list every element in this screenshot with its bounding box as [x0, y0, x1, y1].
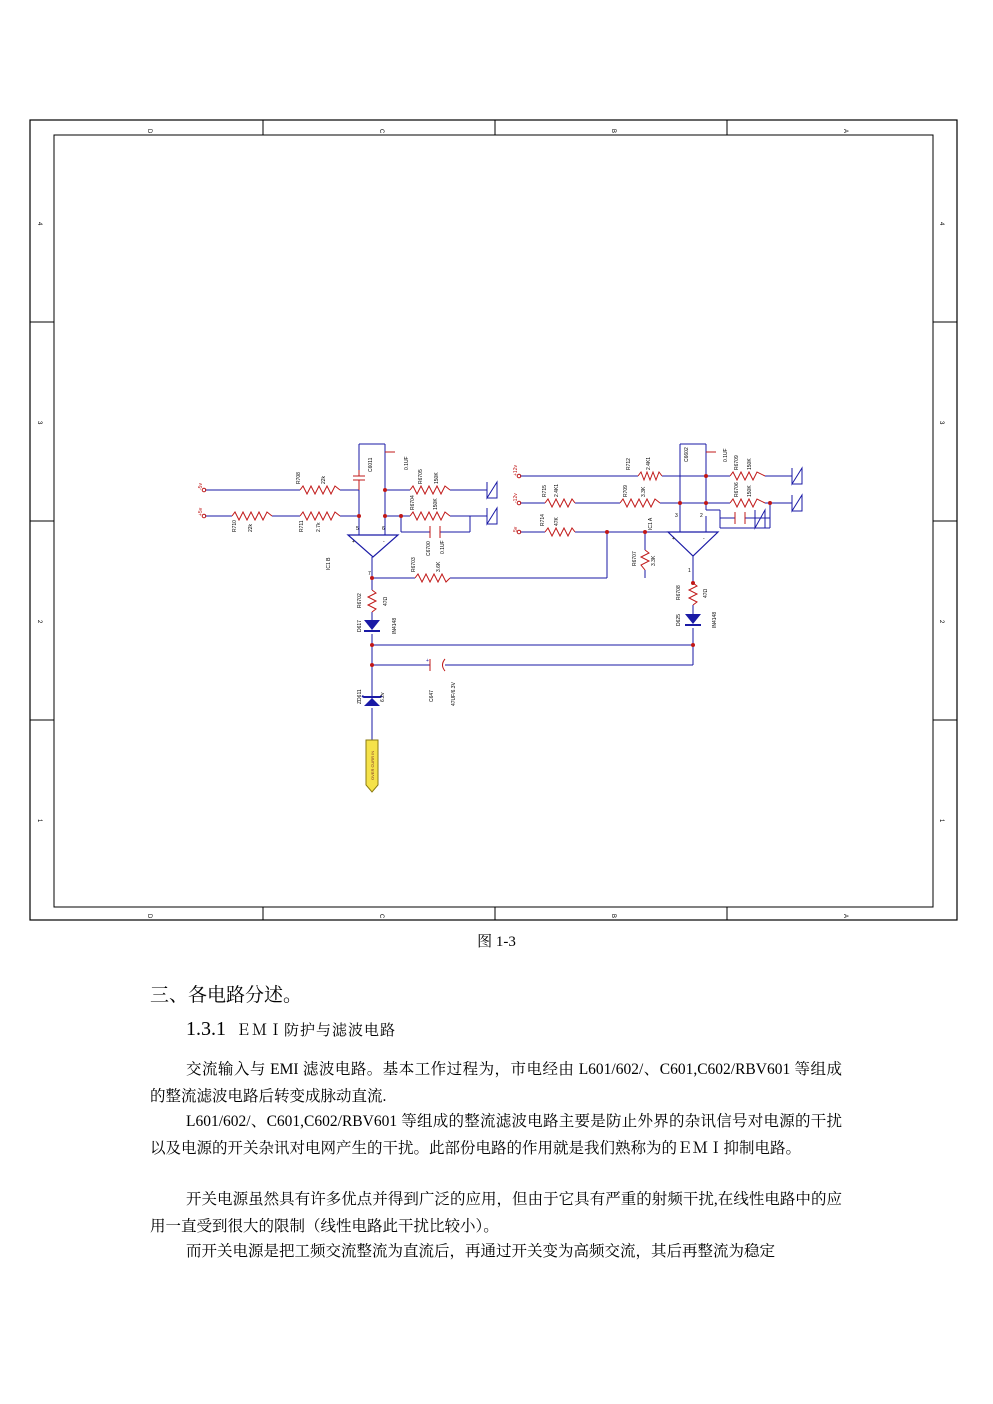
row-marker-right: 3 [938, 421, 944, 425]
row-marker-right: 2 [938, 620, 944, 624]
component-label: 47Ω [703, 588, 709, 598]
component-label: R710 [232, 520, 238, 532]
component-label: 22k [248, 523, 254, 532]
component-label: 150K [747, 485, 753, 497]
col-marker-bottom: A [842, 914, 848, 919]
component-label: 47Ω [383, 596, 389, 606]
col-marker-top: D [146, 129, 152, 134]
component-label: 47K [554, 517, 560, 526]
col-marker-bottom: D [146, 914, 152, 919]
svg-text:6: 6 [382, 526, 385, 532]
op-amp-ic1b [348, 535, 398, 557]
zener-zd611 [364, 698, 380, 706]
component-label: ZD611 [357, 689, 363, 704]
row-marker-left: 4 [36, 222, 42, 226]
svg-text:+: + [352, 539, 355, 545]
component-label: 0.1UF [404, 456, 410, 470]
subsection-heading [186, 1018, 396, 1041]
component-label: IC1 B [326, 557, 332, 570]
connector-label: OVER CURR IN [370, 750, 375, 780]
component-label: R712 [626, 458, 632, 470]
component-label: 2.4K1 [646, 456, 652, 470]
component-label: 150K [433, 498, 439, 510]
resistor-r6707 [641, 550, 649, 570]
resistor-r708 [300, 486, 340, 494]
section-heading: 三、各电路分述。 [150, 985, 303, 1006]
component-label: 0.1UF [440, 540, 446, 554]
figure-caption: 图 1-3 [477, 934, 516, 950]
op-amps [348, 532, 718, 557]
resistor-r6703 [415, 574, 450, 582]
component-label: 3.3K [651, 555, 657, 566]
paragraph: 开关电源虽然具有许多优点并得到广泛的应用，但由于它具有严重的射频干扰,在线性电路中的应用一直受到很大的限制（线性电路此干扰比较小）。 [150, 1191, 842, 1235]
svg-text:3: 3 [675, 513, 678, 519]
subsection-title: ＥＭＩ防护与滤波电路 [236, 1023, 397, 1039]
resistors [232, 472, 765, 612]
resistor-r6709 [730, 472, 765, 480]
component-label: R6707 [632, 551, 638, 566]
component-label: 3.6K [436, 561, 442, 572]
component-label: IN4148 [712, 611, 718, 628]
component-label: D617 [357, 620, 363, 632]
op-amp-ic1a [668, 532, 718, 556]
component-label: R6702 [357, 593, 363, 608]
component-label: R6704 [410, 495, 416, 510]
svg-text:7: 7 [368, 571, 371, 577]
resistor-r6706 [730, 499, 765, 507]
component-label: 2.4K1 [554, 483, 560, 497]
component-label: 150K [747, 458, 753, 470]
component-label: 0.1UF [723, 448, 729, 462]
component-label: R714 [540, 514, 546, 526]
row-marker-left: 2 [36, 620, 42, 624]
row-marker-right: 1 [938, 819, 944, 823]
col-marker-top: A [842, 129, 848, 134]
supply-label: 5v [513, 526, 519, 532]
component-label: R6709 [734, 455, 740, 470]
component-label: 3.3K [641, 486, 647, 497]
svg-text:+: + [672, 536, 675, 542]
resistor-r709 [620, 499, 660, 507]
supply-label: +5v [198, 507, 204, 516]
svg-text:+: + [426, 658, 429, 664]
cap-plus [426, 658, 429, 664]
supply-label: +12v [513, 465, 519, 476]
component-labels [232, 447, 753, 706]
component-label: R6705 [418, 469, 424, 484]
component-label: R715 [542, 485, 548, 497]
row-marker-right: 4 [938, 222, 944, 226]
component-label: R6708 [676, 585, 682, 600]
component-label: 150K [434, 472, 440, 484]
diode-d617 [364, 620, 380, 630]
component-label: D625 [676, 614, 682, 626]
component-label: IN4148 [392, 617, 398, 634]
resistor-r711 [300, 512, 340, 520]
svg-text:-: - [703, 536, 705, 542]
component-label: C6700 [426, 541, 432, 556]
col-marker-top: B [610, 129, 616, 134]
component-label: R711 [299, 520, 305, 532]
svg-text:1: 1 [688, 568, 691, 574]
row-marker-left: 1 [36, 819, 42, 823]
supply-label: -5v [198, 483, 204, 490]
component-label: C647 [429, 690, 435, 702]
frame-inner [54, 135, 933, 907]
row-marker-left: 3 [36, 421, 42, 425]
component-label: R6703 [411, 557, 417, 572]
component-label: R709 [623, 485, 629, 497]
component-label: R708 [296, 472, 302, 484]
paragraph: 而开关电源是把工频交流整流为直流后，再通过开关变为高频交流，其后再整流为稳定 [186, 1243, 776, 1260]
resistor-r710 [232, 512, 272, 520]
component-label: 6.2v [380, 692, 386, 702]
resistor-r6705 [410, 486, 450, 494]
resistor-r6708 [689, 583, 697, 605]
svg-text:2: 2 [700, 513, 703, 519]
col-marker-top: C [378, 129, 384, 134]
supply-label: -12v [513, 493, 519, 503]
paragraph: L601/602/、C601,C602/RBV601 等组成的整流滤波电路主要是防止外界的杂讯信号对电源的干扰以及电源的开关杂讯对电网产生的干扰。此部份电路的作用就是我们熟称为的ＥＭＩ抑制电路。 [150, 1113, 842, 1157]
svg-text:-: - [383, 539, 385, 545]
component-label: 22k [321, 475, 327, 484]
component-label: R6706 [734, 482, 740, 497]
component-label: 47UF/6.3V [451, 682, 457, 706]
resistor-r714 [545, 528, 575, 536]
subsection-number: 1.3.1 [186, 1018, 226, 1040]
resistor-r712 [638, 472, 662, 480]
component-label: C6602 [684, 447, 690, 462]
component-label: C6011 [368, 457, 374, 472]
resistor-r715 [545, 499, 575, 507]
diodes [362, 614, 701, 706]
resistor-r6704 [410, 512, 450, 520]
svg-text:5: 5 [356, 526, 359, 532]
resistor-r6702 [368, 590, 376, 612]
zone-dividers [30, 120, 957, 920]
component-label: 2.7k [316, 522, 322, 532]
diode-d625 [685, 614, 701, 624]
col-marker-bottom: B [610, 914, 616, 919]
paragraph: 交流输入与 EMI 滤波电路。基本工作过程为，市电经由 L601/602/、C601,C602/RBV601 等组成的整流滤波电路后转变成脉动直流. [150, 1061, 842, 1105]
component-label: IC1 A [648, 517, 654, 530]
frame-outer [30, 120, 957, 920]
col-marker-bottom: C [378, 914, 384, 919]
